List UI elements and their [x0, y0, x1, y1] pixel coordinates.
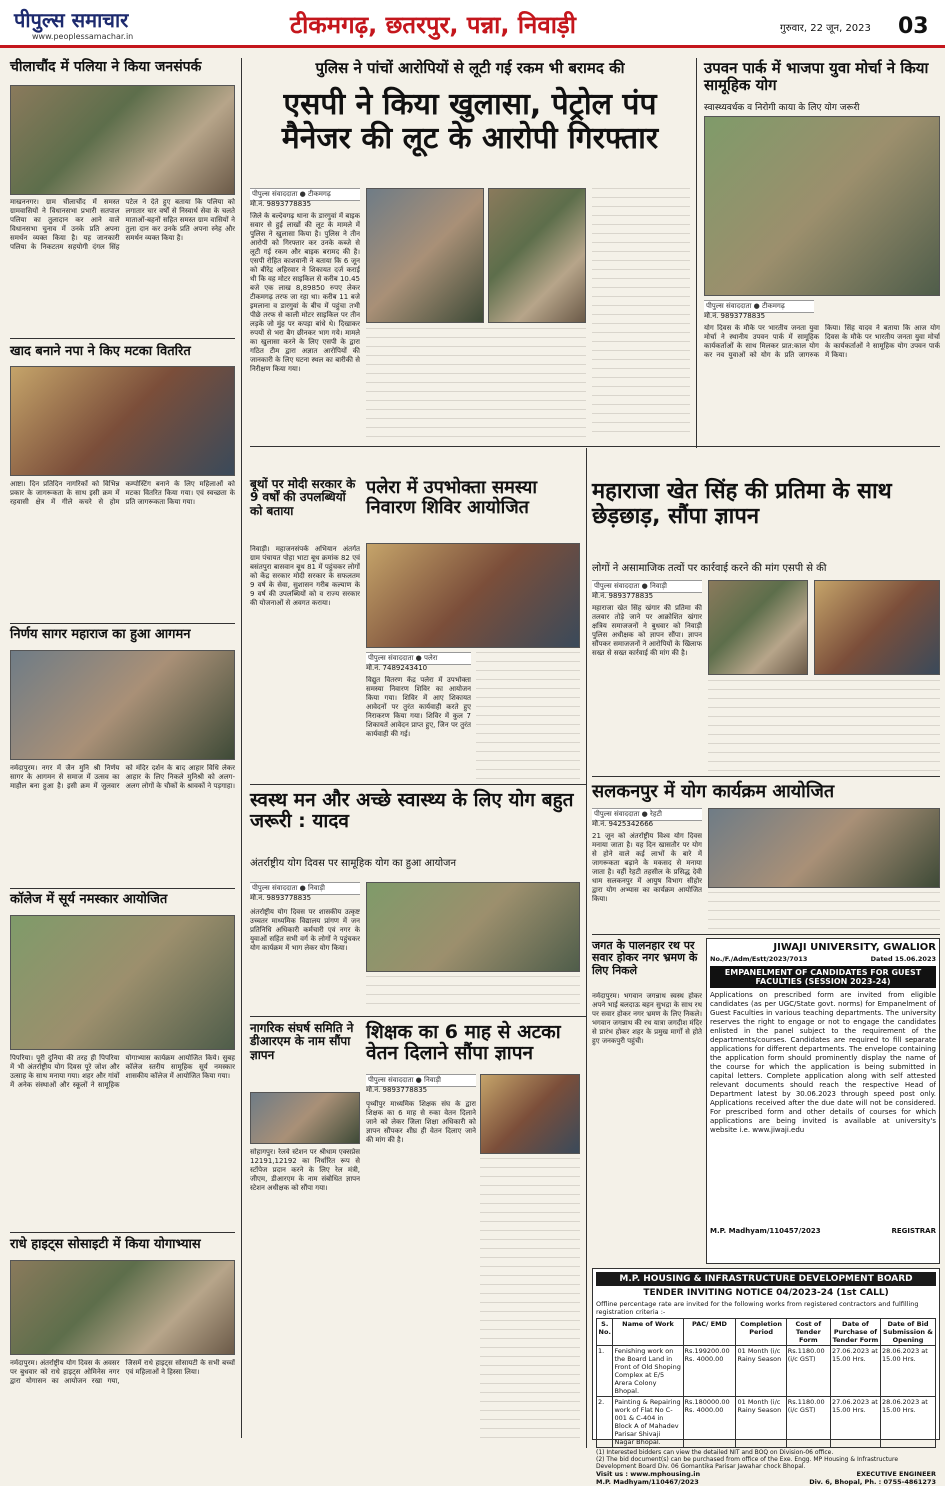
- right-story2-text: महाराजा खेत सिंह खंगार की प्रतिमा की तलवार तोड़े जाने पर आक्रोशित खंगार क्षत्रिय समाजजनों ने बुधवार को निवाड़ी पुलिस अधीक्षक को ज्ञापन सौंपा। ज्ञापन सौंपकर समाजजनों ने आरोपियों के खिलाफ सख्त से सख्त कार्रवाई की मांग की है।: [592, 604, 702, 657]
- ad2-website[interactable]: Visit us : www.mphousing.in: [596, 1470, 701, 1478]
- right-story2-photo-2: [814, 580, 940, 675]
- center-story5-title: नागरिक संघर्ष समिति ने डीआरएम के नाम सौंपा ज्ञापन: [250, 1021, 354, 1062]
- right-story3-text: 21 जून को अंतर्राष्ट्रीय विश्व योग दिवस मनाया जाता है। यह दिन खासतौर पर योग से होने वाले कई लाभों के बारे में जागरूकता बढ़ाने के मकसद से मनाया जाता है। वहीं रेहटी तहसील के प्रसिद्ध देवी धाम सलकनपुर में आयुष विभाग सीहोर द्वारा योग अभ्यास का कार्यक्रम आयोजित किया।: [592, 832, 702, 903]
- ad2-notice: TENDER INVITING NOTICE 04/2023-24 (1st CALL): [643, 1288, 889, 1298]
- center-story6-cont: [480, 1158, 580, 1438]
- right-story2-cont: [708, 680, 940, 772]
- right-story1-mobile: मो.नं. 9893778835: [704, 312, 766, 320]
- center-story2-title: बूथों पर मोदी सरकार के 9 वर्षों की उपलब्धियों को बताया: [250, 477, 356, 518]
- table-cell: Rs.180000.00 Rs. 4000.00: [683, 1397, 736, 1448]
- table-cell: Rs.1180.00 (i/c GST): [786, 1397, 830, 1448]
- right-story2-photo-1: [708, 580, 808, 675]
- left-story2-photo: [10, 366, 235, 476]
- center-story4-cont: [366, 976, 580, 1012]
- table-cell: Fenishing work on the Board Land in Front of Old Shoping Complex at E/5 Arera Colony Bhopal.: [613, 1346, 683, 1397]
- divider: [10, 338, 235, 339]
- ad2-intro: Offline percentage rate are invited for the following works from registered contractors and fulfilling registration criteria :-: [596, 1300, 919, 1316]
- ad1-footer-right: REGISTRAR: [891, 1227, 936, 1235]
- center-story3-title: पलेरा में उपभोक्ता समस्या निवारण शिविर आयोजित: [366, 477, 538, 519]
- left-story1-title: चीलाचौंद में पलिया ने किया जनसंपर्क: [10, 59, 202, 75]
- table-cell: 27.06.2023 at 15.00 Hrs.: [830, 1346, 880, 1397]
- col-header: Completion Period: [736, 1319, 786, 1346]
- ad1-ref: No./F./Adm/Estt/2023/7013: [710, 955, 808, 963]
- col-header: Date of Purchase of Tender Form: [830, 1319, 880, 1346]
- table-cell: Rs.199200.00 Rs. 4000.00: [683, 1346, 736, 1397]
- jiwaji-university-ad: [706, 938, 940, 1264]
- right-story4-text: नर्मदापुरम। भगवान जगन्नाथ स्वस्थ होकर अपने भाई बलदाऊ बहन सुभद्रा के साथ रथ पर सवार होकर नगर भ्रमण के लिए निकले। भगवान जगन्नाथ की रथ यात्रा जगदीश मंदिर से प्रारंभ होकर शहर के प्रमुख मार्गों से होते हुए जनकपुरी पहुंची।: [592, 992, 702, 1045]
- divider: [10, 1232, 235, 1233]
- center-story4-mobile: मो.नं. 9893778835: [250, 894, 312, 902]
- center-story2-text: निवाड़ी। महाजनसंपर्क अभियान अंतर्गत ग्राम पंचायत पोहा भाटा बूथ क्रमांक 82 एवं बसंतपुरा बासवान बूथ 81 में पहुंचकर लोगों को केंद्र सरकार मोदी सरकार के सफलतम 9 वर्ष के सेवा, सुशासन गरीब कल्याण के 9 वर्ष की उपलब्धियों को व राज्य सरकार की योजनाओं से अवगत कराया।: [250, 545, 360, 607]
- center-story4-subtitle: अंतर्राष्ट्रीय योग दिवस पर सामूहिक योग का हुआ आयोजन: [250, 858, 456, 869]
- right-story1-byline: पीपुल्स संवाददाता ● टीकमगढ़: [704, 300, 814, 313]
- tender-table: [596, 1318, 936, 1448]
- ad2-visit-row: [596, 1470, 936, 1478]
- ad2-note2: (2) The bid document(s) can be purchased from office of the Exe. Engg. MP Housing & Infrastructure Development Board Div. 06 Gomantika Parisar Jawahar chock Bhopal.: [596, 1456, 899, 1470]
- page-number: 03: [898, 14, 929, 39]
- left-story3-title: निर्णय सागर महाराज का हुआ आगमन: [10, 627, 191, 642]
- table-cell: 28.06.2023 at 15.00 Hrs.: [880, 1397, 935, 1448]
- left-story3-photo: [10, 650, 235, 760]
- center-story5-photo: [250, 1092, 360, 1144]
- table-cell: 27.06.2023 at 15.00 Hrs.: [830, 1397, 880, 1448]
- col-header: S. No.: [597, 1319, 613, 1346]
- lead-text: जिले के बल्देवगढ़ थाना के डारगुवां में बाइक सवार से हुई लाखों की लूट के मामले में पुलिस ने खुलासा किया है। पुलिस ने तीन आरोपी को गिरफ्तार कर उनके कब्जे से लूटी गई रकम और बाइक बरामद की है। एसपी रोहित काशवानी ने बताया कि 6 जून को बीरेंद्र अहिरवार ने शिकायत दर्ज कराई थी कि वह मोटर साइकिल से करीब 10.45 बजे एक लाख 8,89850 रुपए लेकर टीकमगढ़ तरफ जा रहा था। करीब 11 बजे इमलाना व डारगुवां के बीच में पहुंचा तभी पीछे तरफ से काली मोटर साइकिल पर तीन लड़के जो मुंह पर कपड़ा बांधे थे। दिखाकर रुपयों से भरा बैग छीनकर भाग गये। मामले का खुलासा करने के लिए एसपी के द्वारा गठित टीम द्वारा अज्ञात आरोपियों की जानकारी के लिए घटना स्थल का बारीकी से निरीक्षण किया गया।: [250, 212, 360, 373]
- ad1-heading: EMPANELMENT OF CANDIDATES FOR GUEST FACULTIES (SESSION 2023-24): [710, 966, 936, 988]
- ad1-body: Applications on prescribed form are invited from eligible candidates (as per UGC/State govt. norms) for Empanelment of Guest Faculties in various teaching departments. The university reserves the right to engage or not to engage the candidates enlisted in the panel subject to the requirement of the departments/courses. Candidates are required to fill separate applications for different departments. The envelope containing the application form should prominently display the name of the course for which the application is being submitted in capital letters. Complete application along with self attested relevant documents should reach the respective Head of Department latest by 30.06.2023 through speed post only. Applications received after the due date will not be considered. For prescribed form and other details of courses for which applications are being invited is available at university's website i.e. www.jiwaji.edu: [710, 991, 936, 1134]
- center-story4-byline: पीपुल्स संवाददाता ● निवाड़ी: [250, 882, 360, 895]
- right-story2-title: महाराजा खेत सिंह की प्रतिमा के साथ छेड़छाड़, सौंपा ज्ञापन: [592, 479, 892, 529]
- center-story3-cont: [476, 652, 580, 780]
- left-story2-text: आष्टा। दिन प्रतिदिन नागरिकों को विभिन्न प्रकार के जागरूकता के साथ इसी क्रम में रहवासी क्षेत्र में गीले कचरे से होम कम्पोस्टिंग बनाने के लिए महिलाओं को मटका वितरित किया गया। एवं स्वच्छता के प्रति जागरूकता किया गया।: [10, 480, 235, 506]
- left-story4-title: कॉलेज में सूर्य नमस्कार आयोजित: [10, 892, 168, 907]
- edition-region: टीकमगढ़, छतरपुर, पन्ना, निवाड़ी: [290, 11, 576, 39]
- center-story6-photo: [480, 1074, 580, 1154]
- column-rule: [586, 448, 587, 1448]
- right-story1-subtitle: स्वास्थ्यवर्धक व निरोगी काया के लिए योग जरूरी: [704, 103, 860, 113]
- table-cell: 01 Month (i/c Rainy Season: [736, 1397, 786, 1448]
- left-story5-photo: [10, 1260, 235, 1355]
- lead-text-cont2: [592, 188, 690, 440]
- newspaper-logo: पीपुल्स समाचार: [14, 8, 129, 32]
- left-story5-text: नर्मदापुरम। अंतर्राष्ट्रीय योग दिवस के अवसर पर बुधवार को राधे हाइट्स ओमिनेस नगर द्वारा योगासन का आयोजन रखा गया, जिसमें राधे हाइट्स सोसायटी के सभी बच्चों एवं महिलाओं ने हिस्सा लिया।: [10, 1359, 235, 1385]
- ad2-footer-left: M.P. Madhyam/110467/2023: [596, 1478, 699, 1486]
- ad1-footer: [710, 1227, 936, 1235]
- divider: [250, 784, 586, 785]
- center-story6-text: पृथ्वीपुर माध्यमिक शिक्षक संघ के द्वारा शिक्षक का 6 माह से रुका वेतन दिलाने जाने को लेकर जिला शिक्षा अधिकारी को ज्ञापन सौंपकर शीघ्र ही वेतन दिलाए जाने की मांग की है।: [366, 1100, 476, 1144]
- table-cell: 28.06.2023 at 15.00 Hrs.: [880, 1346, 935, 1397]
- left-story1-photo: [10, 85, 235, 195]
- center-story4-title: स्वस्थ मन और अच्छे स्वास्थ्य के लिए योग बहुत जरूरी : यादव: [250, 789, 574, 833]
- divider: [10, 888, 235, 889]
- lead-text-cont: [366, 328, 586, 440]
- right-story1-photo: [704, 116, 940, 296]
- right-story3-cont: [708, 892, 940, 932]
- lead-byline: पीपुल्स संवाददाता ● टीकमगढ़: [250, 188, 360, 201]
- tender-header-row: [597, 1319, 936, 1346]
- right-story3-byline: पीपुल्स संवाददाता ● रेहटी: [592, 808, 702, 821]
- table-cell: Painting & Repairing work of Flat No C-001 & C-404 in Block A of Mahadev Parisar Shivaji Nagar Bhopal.: [613, 1397, 683, 1448]
- table-cell: 2.: [597, 1397, 613, 1448]
- table-cell: 1.: [597, 1346, 613, 1397]
- center-story3-photo: [366, 543, 580, 648]
- divider: [592, 776, 940, 777]
- mp-housing-tender-ad: [592, 1268, 940, 1486]
- issue-date: गुरुवार, 22 जून, 2023: [780, 23, 871, 34]
- right-story2-byline: पीपुल्स संवाददाता ● निवाड़ी: [592, 580, 702, 593]
- left-story4-photo: [10, 915, 235, 1050]
- ad1-title: JIWAJI UNIVERSITY, GWALIOR: [773, 942, 936, 953]
- right-story1-title: उपवन पार्क में भाजपा युवा मोर्चा ने किया सामूहिक योग: [704, 59, 929, 94]
- table-row: [597, 1346, 936, 1397]
- ad2-title: M.P. HOUSING & INFRASTRUCTURE DEVELOPMENT BOARD: [596, 1272, 936, 1286]
- table-row: [597, 1397, 936, 1448]
- ad2-footer: [596, 1478, 936, 1486]
- column-rule: [696, 58, 697, 448]
- col-header: PAC/ EMD: [683, 1319, 736, 1346]
- lead-kicker: पुलिस ने पांचों आरोपियों से लूटी गई रकम भी बरामद की: [315, 59, 625, 77]
- center-story4-photo: [366, 882, 580, 972]
- right-story3-title: सलकनपुर में योग कार्यक्रम आयोजित: [592, 781, 835, 802]
- left-story5-title: राधे हाइट्स सोसाइटी में किया योगाभ्यास: [10, 1237, 201, 1252]
- right-story3-mobile: मो.नं. 9425342666: [592, 820, 654, 828]
- column-rule: [241, 58, 242, 1438]
- center-story6-title: शिक्षक का 6 माह से अटका वेतन दिलाने सौंपा ज्ञापन: [366, 1021, 561, 1065]
- right-story4-title: जगत के पालनहार रथ पर सवार होकर नगर भ्रमण के लिए निकले: [592, 939, 698, 977]
- center-story5-text: सोहागपुर। रेलवे स्टेशन पर श्रीधाम एक्सप्रेस 12191,12192 का निर्धारित रूप से स्टॉपेज प्रदान करने के लिए रेल मंत्री, जीएम, डीआरएम के नाम संबोधित ज्ञापन स्टेशन अधीक्षक को सौंपा गया।: [250, 1148, 360, 1192]
- center-story3-byline: पीपुल्स संवाददाता ● पलेरा: [366, 652, 471, 665]
- lead-headline: एसपी ने किया खुलासा, पेट्रोल पंप मैनेजर की लूट के आरोपी गिरफ्तार: [281, 87, 659, 156]
- ad1-ref-row: [710, 955, 936, 963]
- center-story3-text: विद्युत वितरण केंद्र पलेरा में उपभोक्ता समस्या निवारण शिविर का आयोजन किया गया। शिविर में आए शिकायत आवेदनों पर तुरंत कार्यवाही करते हुए निराकरण किया गया। शिविर में कुल 7 शिकायतें आवेदन प्राप्त हुए, जिन पर तुरंत कार्यवाही की गई।: [366, 676, 471, 738]
- left-story1-text: माखननगर। ग्राम चीलाचौंद में समस्त ग्रामवासियों ने विधानसभा प्रभारी सतपाल पलिया का तुलादान कर आने वाले विधानसभा चुनाव में उनके प्रति अपना समर्थन व्यक्त किया है। यह जानकारी पलिया के निकटतम सहयोगी दंगल सिंह पटेल ने देते हुए बताया कि पलिया को लगातार चार वर्षों से निस्वार्थ सेवा के चलते माताओं-बहनों सहित समस्त ग्राम वासियों ने तुला दान कर उनके प्रति अपना स्नेह और समर्थन व्यक्त किया है।: [10, 198, 235, 251]
- website-url[interactable]: www.peoplessamachar.in: [32, 32, 134, 41]
- divider: [250, 446, 940, 447]
- left-story2-title: खाद बनाने नपा ने किए मटका वितरित: [10, 344, 191, 359]
- col-header: Date of Bid Submission & Opening: [880, 1319, 935, 1346]
- ad2-note1: (1) Interested bidders can view the detailed NIT and BOQ on Division-06 office.: [596, 1449, 834, 1456]
- lead-mobile: मो.नं. 9893778835: [250, 200, 312, 208]
- col-header: Cost of Tender Form: [786, 1319, 830, 1346]
- left-story3-text: नर्मदापुरम। नगर में जैन मुनि श्री निर्णय सागर के आगमन से समाज में उत्सव का माहौल बना हुआ है। इसी क्रम में जुलवार को मंदिर दर्शन के बाद आहार विधि लेकर आहार के लिए निकले मुनिश्री को अलग-अलग लोगों के चौकों के श्रावकों ने पड़गाहा।: [10, 764, 235, 790]
- ad2-engineer: EXECUTIVE ENGINEER: [856, 1470, 936, 1478]
- center-story6-byline: पीपुल्स संवाददाता ● निवाड़ी: [366, 1074, 476, 1087]
- right-story3-photo: [708, 808, 940, 888]
- ad2-footer-right: Div. 6, Bhopal, Ph. : 0755-4861273: [809, 1478, 936, 1486]
- lead-photo-2: [488, 188, 586, 323]
- table-cell: 01 Month (i/c Rainy Season: [736, 1346, 786, 1397]
- masthead: [0, 0, 945, 48]
- ad1-footer-left: M.P. Madhyam/110457/2023: [710, 1227, 821, 1235]
- right-story2-subtitle: लोगों ने असामाजिक तत्वों पर कार्रवाई करने की मांग एसपी से की: [592, 563, 827, 574]
- col-header: Name of Work: [613, 1319, 683, 1346]
- lead-photo-1: [366, 188, 484, 323]
- left-story4-text: पिपरिया। पूरी दुनिया की तरह ही पिपरिया में भी अंतर्राष्ट्रीय योग दिवस पूरे जोश और उत्साह के साथ मनाया गया। शहर और गांवों में अनेक संस्थाओं और स्कूलों ने सामूहिक योगाभ्यास कार्यक्रम आयोजित किये। सुबह कॉलेज स्तरीय सामूहिक सूर्य नमस्कार शासकीय कॉलेज में आयोजित किया गया।: [10, 1054, 235, 1089]
- right-story2-mobile: मो.नं. 9893778835: [592, 592, 654, 600]
- table-cell: Rs.1180.00 (i/c GST): [786, 1346, 830, 1397]
- divider: [10, 623, 235, 624]
- center-story6-mobile: मो.नं. 9893778835: [366, 1086, 428, 1094]
- ad1-dated: Dated 15.06.2023: [870, 955, 936, 963]
- center-story4-text: अंतर्राष्ट्रीय योग दिवस पर शासकीय उत्कृष्ट उच्चतर माध्यमिक विद्यालय प्रांगण में जन प्रतिनिधि अधिकारी कर्मचारी एवं नगर के युवाओं सहित सभी वर्ग के लोगों ने पहुंचकर योग कार्यक्रम में भाग लेकर योग किया।: [250, 908, 360, 952]
- divider: [592, 934, 940, 935]
- divider: [250, 1016, 586, 1017]
- right-story1-text: योग दिवस के मौके पर भारतीय जनता युवा मोर्चा ने स्थानीय उपवन पार्क में सामूहिक कार्यकर्ताओं के साथ मिलकर प्रात:काल योग कर नव युवाओं को योग के प्रति जागरुक किया। सिंह यादव ने बताया कि आज योग दिवस के मौके पर भारतीय जनता युवा मोर्चा के कार्यकर्ताओं ने सामूहिक योग उपवन पार्क में किया।: [704, 324, 940, 359]
- center-story3-mobile: मो.नं. 7489243410: [366, 664, 428, 672]
